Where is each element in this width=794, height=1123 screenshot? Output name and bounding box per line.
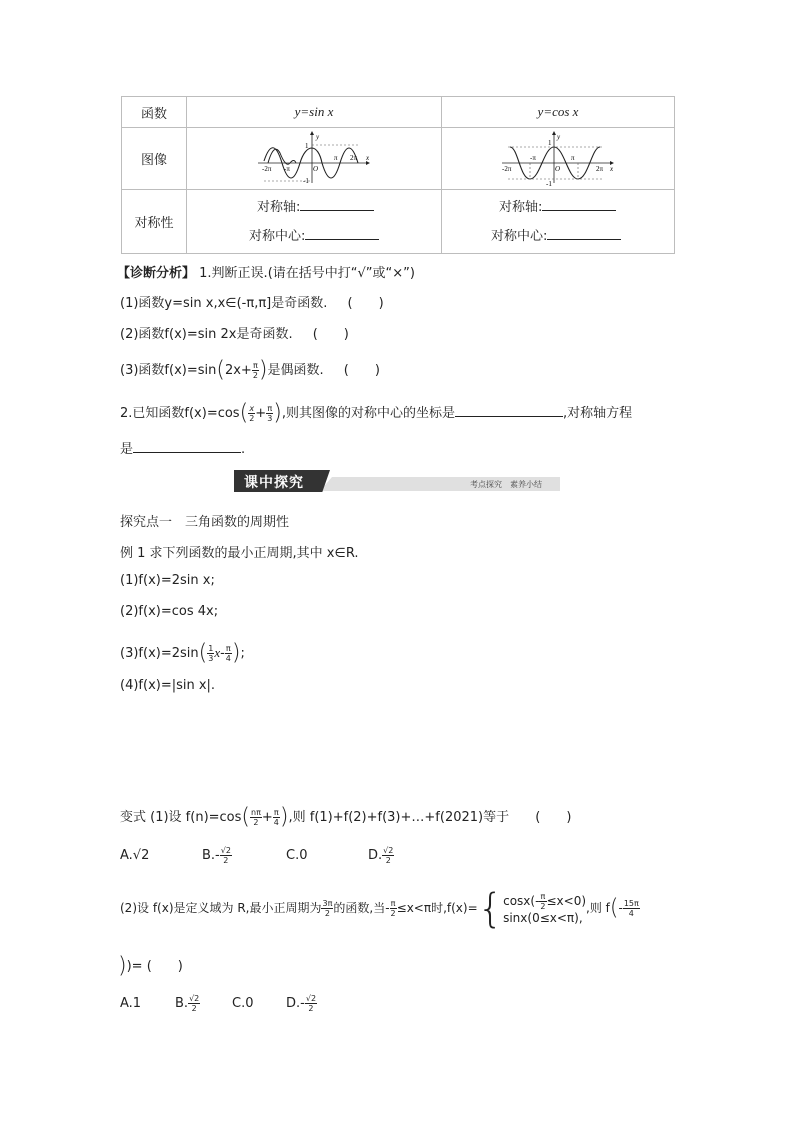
v2-option-a[interactable]: A.1: [120, 996, 142, 1011]
symmetry-axis-blank[interactable]: [133, 440, 241, 453]
sin-neg2pi-label: -2π: [262, 164, 272, 173]
example1-part3: (3)f(x)=2sin( $\frac{1}{3}$ x- $\frac{\pi}{4}$ );: [120, 640, 245, 666]
table-header-sin: y=sin x: [187, 97, 442, 128]
cos-center-label: 对称中心:: [491, 228, 548, 244]
cos-graph-cell: [442, 128, 675, 190]
row-symmetry-label: 对称性: [122, 190, 187, 254]
v1-option-d[interactable]: D. $\frac{√2}{2}$: [368, 846, 394, 865]
item1-answer-paren[interactable]: ( ): [347, 296, 384, 311]
p3-post: ;: [240, 646, 245, 661]
section1-heading: 探究点一 三角函数的周期性: [120, 515, 290, 530]
diagnosis-question-1: [117, 262, 415, 281]
cos-2pi-label: 2π: [596, 164, 604, 173]
v1-option-c[interactable]: C.0: [286, 848, 308, 863]
item3-post: 是偶函数.: [267, 363, 324, 378]
sin-symmetry-cell: [187, 190, 442, 254]
cos-graph: [498, 131, 618, 187]
frac-15pi-over-4: $\frac{15\pi}{4}$: [623, 899, 639, 918]
q2-line2: 是: [120, 442, 134, 457]
sin-center-blank[interactable]: [305, 227, 379, 240]
sin-negpi-label: -π: [284, 164, 290, 173]
v1-option-a[interactable]: A.√2: [120, 848, 150, 863]
cos-origin-label: O: [555, 164, 561, 173]
v1-answer-paren[interactable]: ( ): [535, 810, 572, 825]
v2-then: ,则 f: [586, 901, 610, 915]
frac-pi-over-4-b: $\frac{\pi}{4}$: [273, 808, 279, 827]
table-header-cos: y=cos x: [442, 97, 675, 128]
cos-axis-label: 对称轴:: [499, 199, 543, 215]
frac-npi-over-2: $\frac{n\pi}{2}$: [251, 808, 261, 827]
sin-one-label: 1: [305, 141, 309, 150]
v2-close[interactable]: )= ( ): [126, 959, 183, 974]
piecewise-brace: {: [477, 885, 504, 932]
sin-axis-label: 对称轴:: [257, 199, 301, 215]
diagnosis-item-2: [120, 323, 349, 342]
sin-2pi-label: 2π: [350, 153, 358, 162]
v2-mid2: ≤x<π时,f(x)=: [396, 901, 478, 915]
v1-pre: 变式 (1)设 f(n)=cos: [120, 810, 242, 825]
variant2-options: [120, 990, 317, 1018]
example1-part1: (1)f(x)=2sin x;: [120, 573, 215, 588]
frac-pi-over-2-b: $\frac{\pi}{2}$: [390, 899, 396, 918]
diagnosis-item-3: (3)函数f(x)=sin(2x+ $\frac{\pi}{2}$ )是偶函数. ( ): [120, 357, 380, 383]
cos-negpi-label: -π: [530, 153, 536, 162]
q2-period: .: [241, 442, 246, 457]
q2-pre: 2.已知函数f(x)=cos: [120, 406, 240, 421]
banner-title: 课中探究: [244, 475, 304, 491]
sin-origin-label: O: [313, 164, 319, 173]
v2-pre: (2)设 f(x)是定义域为 R,最小正周期为: [120, 901, 322, 915]
cos-symmetry-cell: [442, 190, 675, 254]
frac-1-over-3: $\frac{1}{3}$: [208, 644, 214, 663]
item1-text: (1)函数y=sin x,x∈(-π,π]是奇函数.: [120, 296, 328, 311]
v2-mid1: 的函数,当-: [333, 901, 390, 915]
cos-x-label: x: [610, 164, 614, 173]
piecewise-cases: cosx(- $\frac{\pi}{2}$ ≤x<0) sinx(0≤x<π),: [503, 891, 587, 925]
variant2-question: (2)设 f(x)是定义域为 R,最小正周期为 $\frac{3\pi}{2}$ 的函数,当- $\frac{\pi}{2}$ ≤x<π时,f(x)={ cosx(- $\frac{\pi}{2}$ ≤x<0) sinx(0≤x<π), ,则 f(- $\frac{15\pi}{4}$: [120, 885, 639, 932]
cos-y-label: y: [557, 132, 561, 141]
cos-pi-label: π: [571, 153, 575, 162]
cos-neg2pi-label: -2π: [502, 164, 512, 173]
item3-arg: 2x+: [224, 363, 252, 378]
sin-axis-blank[interactable]: [300, 198, 374, 211]
row-image-label: 图像: [122, 128, 187, 190]
frac-pi-over-2: $\frac{\pi}{2}$: [252, 361, 258, 380]
v2-option-c[interactable]: C.0: [232, 996, 254, 1011]
variant2-close: ))= ( ): [118, 953, 183, 979]
item3-answer-paren[interactable]: ( ): [343, 363, 380, 378]
variant1-options: [120, 842, 394, 870]
q2-end: ,对称轴方程: [563, 406, 633, 421]
q2-mid: ,则其图像的对称中心的坐标是: [281, 406, 456, 421]
diagnosis-tag: 【诊断分析】: [117, 266, 196, 281]
example1-part2: (2)f(x)=cos 4x;: [120, 604, 219, 619]
frac-pi-over-3: $\frac{\pi}{3}$: [267, 404, 273, 423]
table-header-label: 函数: [122, 97, 187, 128]
section-banner: [234, 470, 560, 492]
variant1-question: 变式 (1)设 f(n)=cos( $\frac{n\pi}{2}$ + $\frac{\pi}{4}$ ),则 f(1)+f(2)+f(3)+…+f(2021)等于 ( ): [120, 804, 572, 830]
diagnosis-item-1: [120, 292, 384, 311]
diagnosis-q1-text: 1.判断正误.(请在括号中打“√”或“×”): [199, 266, 415, 281]
example1-part4: (4)f(x)=|sin x|.: [120, 678, 216, 693]
sin-neg-one-label: -1: [303, 176, 309, 185]
item2-answer-paren[interactable]: ( ): [312, 327, 349, 342]
v2-option-d[interactable]: D.- $\frac{√2}{2}$: [286, 994, 317, 1013]
example1-title: 例 1 求下列函数的最小正周期,其中 x∈R.: [120, 546, 359, 561]
diagnosis-question-2-line2: [120, 438, 245, 457]
symmetry-center-blank[interactable]: [455, 404, 563, 417]
function-table: [121, 96, 675, 254]
cos-axis-blank[interactable]: [542, 198, 616, 211]
banner-subtitle: 考点探究 素养小结: [470, 480, 542, 489]
frac-3pi-over-2: $\frac{3\pi}{2}$: [322, 899, 333, 918]
sin-pi-label: π: [334, 153, 338, 162]
v1-option-b[interactable]: B.- $\frac{√2}{2}$: [202, 846, 231, 865]
sin-y-label: y: [316, 132, 320, 141]
frac-x-over-2: $\frac{x}{2}$: [249, 404, 255, 423]
item3-pre: (3)函数f(x)=sin: [120, 363, 217, 378]
cos-center-blank[interactable]: [547, 227, 621, 240]
item2-text: (2)函数f(x)=sin 2x是奇函数.: [120, 327, 293, 342]
p3-pre: (3)f(x)=2sin: [120, 646, 199, 661]
sin-graph: [254, 131, 374, 187]
frac-pi-over-4: $\frac{\pi}{4}$: [225, 644, 231, 663]
cos-neg-one-label: -1: [546, 179, 552, 187]
diagnosis-question-2: 2.已知函数f(x)=cos( $\frac{x}{2}$ + $\frac{\pi}{3}$ ),则其图像的对称中心的坐标是 ,对称轴方程: [120, 400, 633, 426]
sin-center-label: 对称中心:: [249, 228, 306, 244]
v1-post: ,则 f(1)+f(2)+f(3)+…+f(2021)等于: [288, 810, 510, 825]
cos-one-label: 1: [548, 138, 552, 147]
sin-graph-cell: [187, 128, 442, 190]
v2-option-b[interactable]: B. $\frac{√2}{2}$: [175, 994, 200, 1013]
sin-x-label: x: [366, 153, 370, 162]
